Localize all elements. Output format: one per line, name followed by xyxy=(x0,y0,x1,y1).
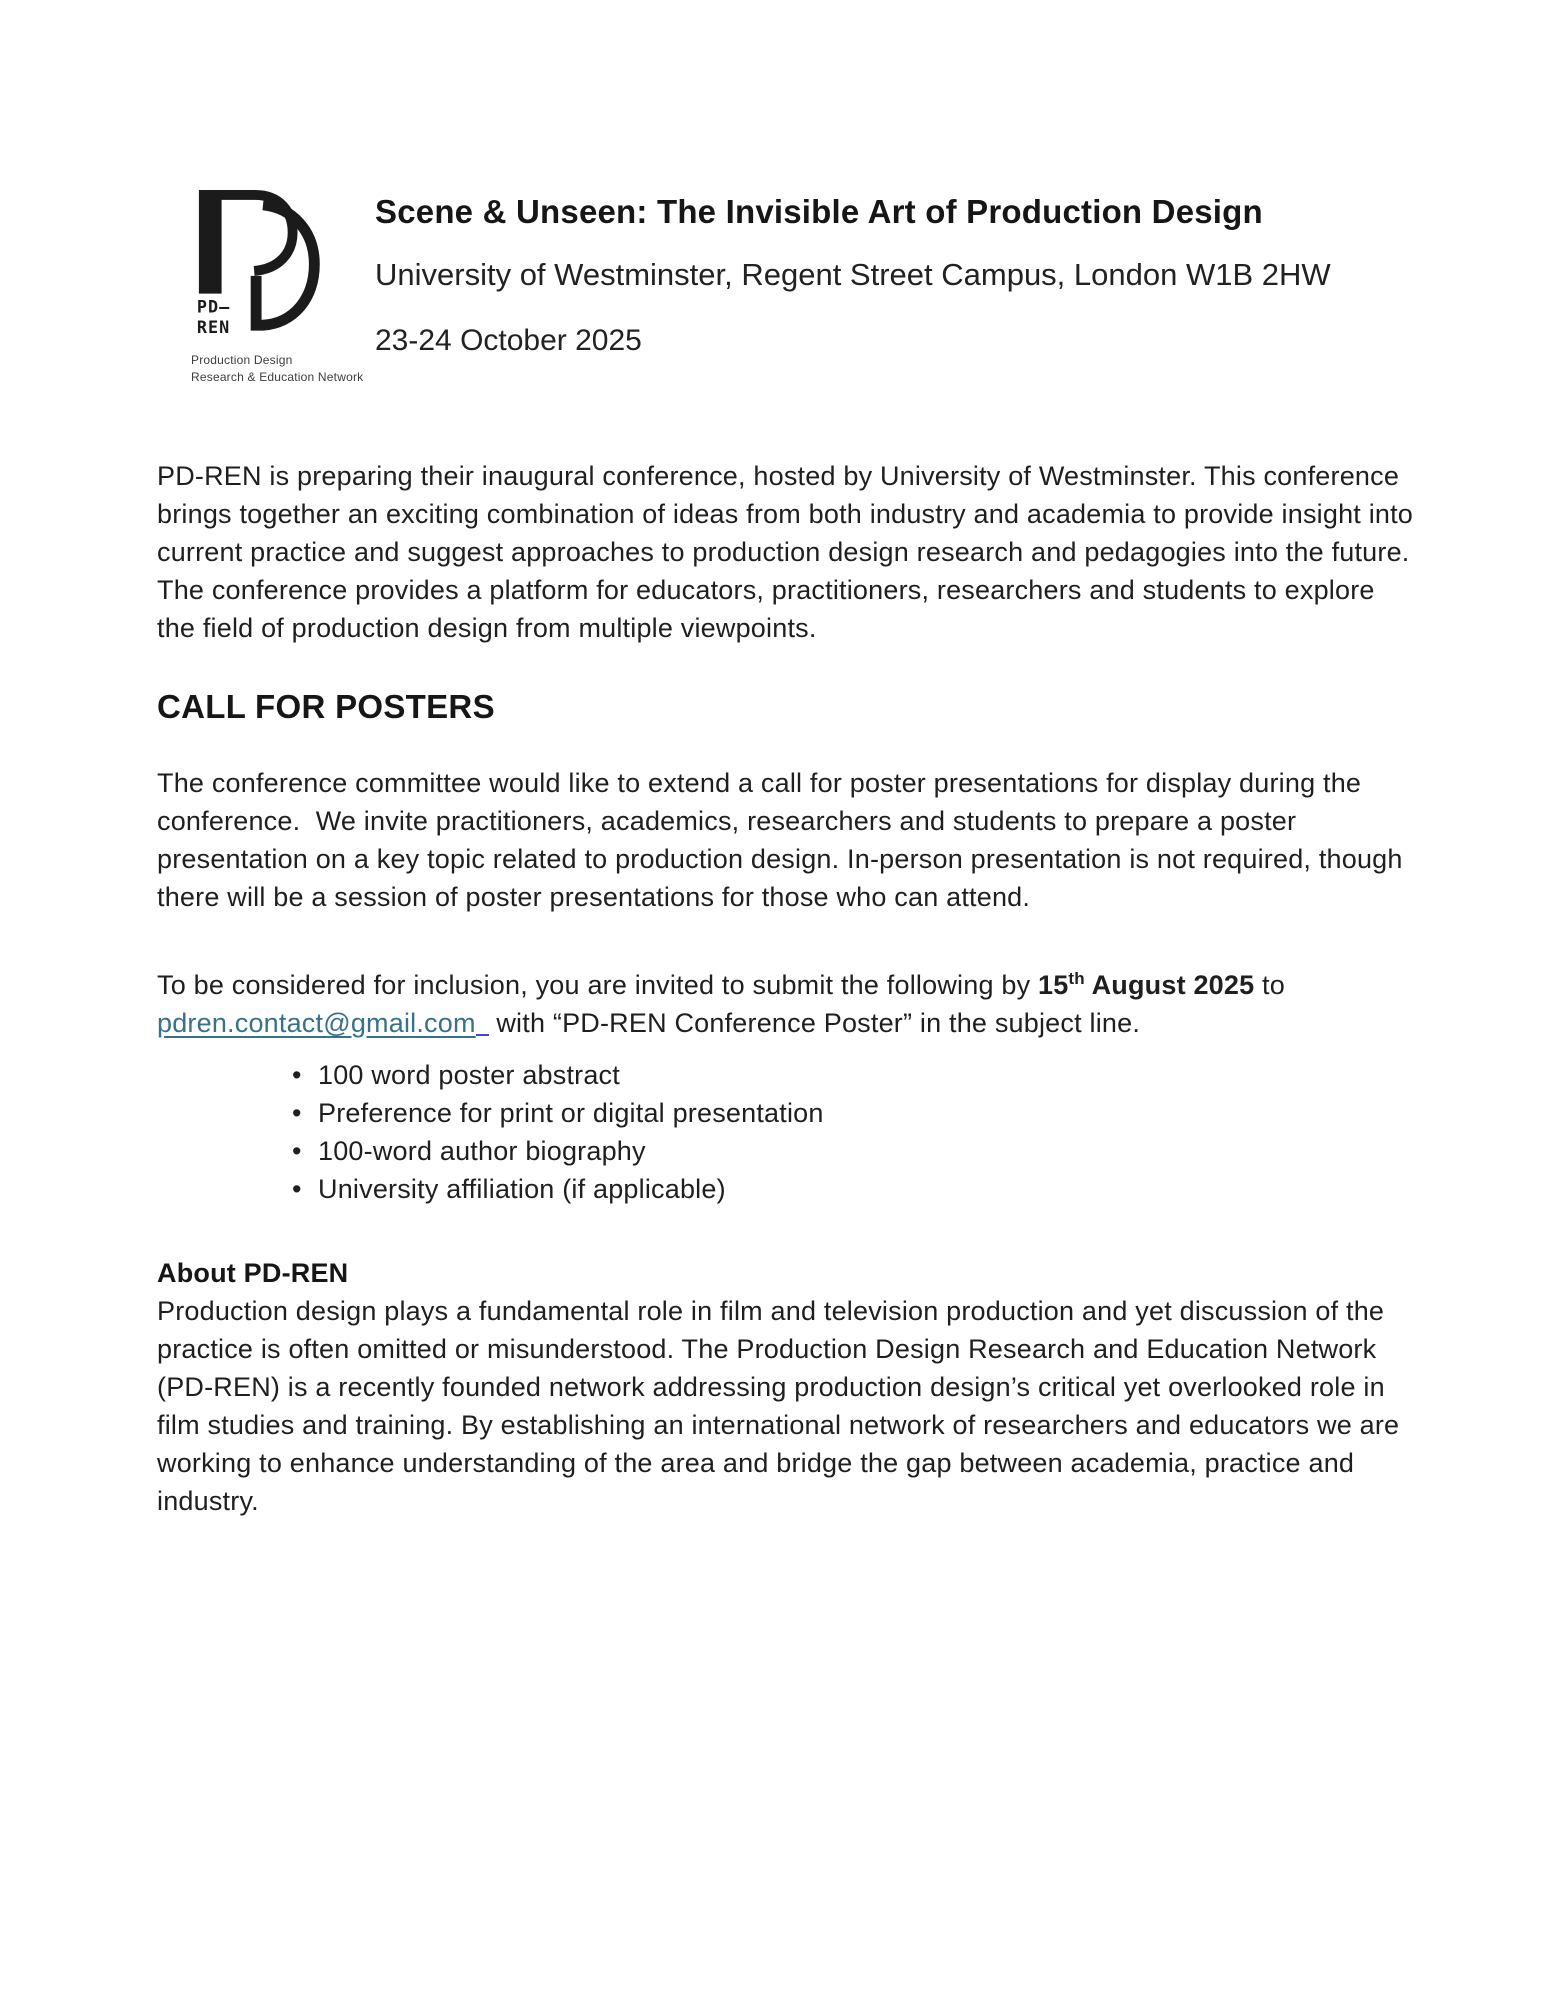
about-paragraph: Production design plays a fundamental role in film and television production and yet discussion of the practice is often omitted or misunderstood. The Production Design Research and Education Network (PD-REN) is a recently founded network addressing production design’s critical yet overlooked role in film studies and training. By establishing an international network of researchers and educators we are working to enhance understanding of the area and bridge the gap between academia, practice and industry. xyxy=(157,1296,1400,1516)
submission-requirements-list xyxy=(157,1056,1419,1208)
logo-tagline-line1: Production Design xyxy=(191,353,293,367)
submission-deadline: 15th August 2025 xyxy=(1037,969,1255,1000)
pdren-logo xyxy=(157,190,364,386)
logo-tagline-line2: Research & Education Network xyxy=(191,370,364,384)
submission-paragraph xyxy=(157,966,1419,1042)
logo-acronym-line1: PD– xyxy=(196,296,231,317)
logo-acronym-line2: REN xyxy=(196,317,231,338)
logo-tagline xyxy=(191,352,364,386)
list-item: • Preference for print or digital presentation xyxy=(292,1094,1419,1132)
call-for-posters-heading: CALL FOR POSTERS xyxy=(157,688,495,725)
conference-venue: University of Westminster, Regent Street Campus, London W1B 2HW xyxy=(375,257,1331,292)
logo-p-stem xyxy=(199,190,222,294)
call-paragraph: The conference committee would like to extend a call for poster presentations for display during the conference. We invite practitioners, academics, researchers and students to prepare a poster presentation on a key topic related to production design. In-person presentation is not required, though there will be a session of poster presentations for those who can attend. xyxy=(157,768,1403,912)
list-item: • 100-word author biography xyxy=(292,1132,1419,1170)
pdren-logo-icon xyxy=(191,190,339,340)
intro-paragraph: PD-REN is preparing their inaugural conference, hosted by University of Westminster. This conference brings together an exciting combination of ideas from both industry and academia to provide insight into current practice and suggest approaches to production design research and pedagogies into the future. The conference provides a platform for educators, practitioners, researchers and students to explore the field of production design from multiple viewpoints. xyxy=(157,461,1414,643)
email-link[interactable]: pdren.contact@gmail.com xyxy=(157,1008,476,1038)
submission-text-end: with “PD-REN Conference Poster” in the subject line. xyxy=(496,1008,1141,1038)
ordinal-superscript: th xyxy=(1068,969,1085,988)
about-heading: About PD-REN xyxy=(157,1258,349,1288)
conference-dates: 23-24 October 2025 xyxy=(375,324,642,357)
conference-title: Scene & Unseen: The Invisible Art of Production Design xyxy=(375,193,1263,230)
list-item: • 100 word poster abstract xyxy=(292,1056,1419,1094)
document-header xyxy=(157,190,1419,386)
submission-connector: to xyxy=(1254,970,1285,1000)
list-item: • University affiliation (if applicable) xyxy=(292,1170,1419,1208)
underlined-space xyxy=(476,1009,489,1036)
header-text-block xyxy=(375,190,1331,360)
submission-text-start: To be considered for inclusion, you are invited to submit the following by xyxy=(157,970,1038,1000)
